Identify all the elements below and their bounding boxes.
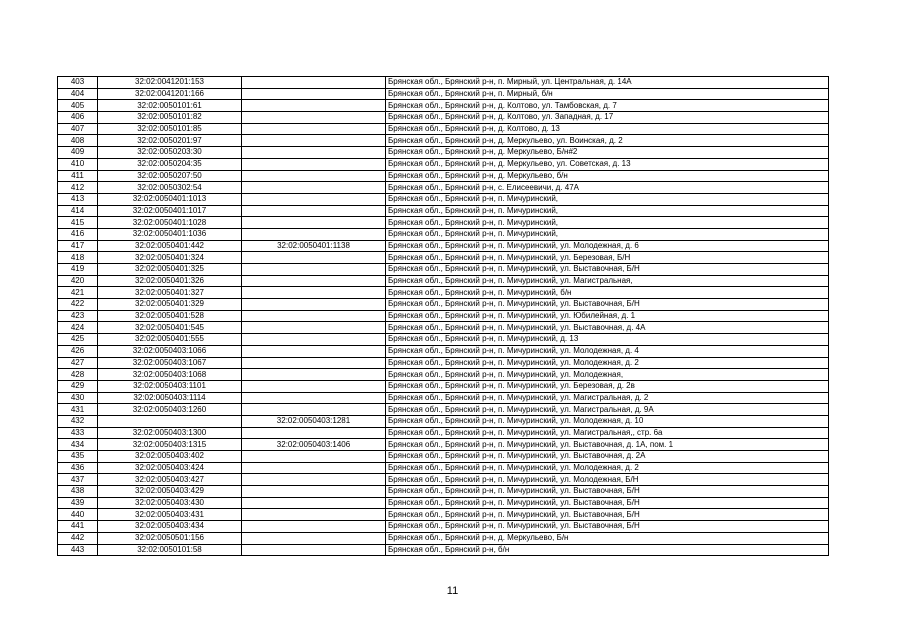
address-cell: Брянская обл., Брянский р-н, п. Мичуринский, ул. Выставочная, Б/Н: [386, 509, 829, 521]
row-number-cell: 440: [58, 509, 98, 521]
address-cell: Брянская обл., Брянский р-н, п. Мичуринский, ул. Выставочная, д. 2А: [386, 451, 829, 463]
row-number-cell: 413: [58, 193, 98, 205]
related-cadastral-number-cell: [242, 217, 386, 229]
table-row: [58, 275, 829, 287]
table-row: [58, 462, 829, 474]
related-cadastral-number-cell: [242, 88, 386, 100]
table-row: [58, 521, 829, 533]
cadastral-number-cell: 32:02:0050401:528: [98, 310, 242, 322]
table-row: [58, 88, 829, 100]
cadastral-number-cell: 32:02:0050403:424: [98, 462, 242, 474]
related-cadastral-number-cell: [242, 497, 386, 509]
related-cadastral-number-cell: [242, 544, 386, 556]
address-cell: Брянская обл., Брянский р-н, д. Меркульево, б/н: [386, 170, 829, 182]
address-cell: Брянская обл., Брянский р-н, п. Мичуринский, ул. Выставочная, Б/Н: [386, 299, 829, 311]
address-cell: Брянская обл., Брянский р-н, д. Меркульево, ул. Советская, д. 13: [386, 158, 829, 170]
address-cell: Брянская обл., Брянский р-н, п. Мичуринский, ул. Выставочная, Б/Н: [386, 486, 829, 498]
cadastral-number-cell: 32:02:0050403:1315: [98, 439, 242, 451]
table-row: [58, 334, 829, 346]
related-cadastral-number-cell: [242, 334, 386, 346]
row-number-cell: 422: [58, 299, 98, 311]
table-row: [58, 147, 829, 159]
address-cell: Брянская обл., Брянский р-н, д. Меркульево, ул. Воинская, д. 2: [386, 135, 829, 147]
table-row: [58, 205, 829, 217]
cadastral-number-cell: 32:02:0050403:1066: [98, 345, 242, 357]
page-number: 11: [446, 585, 459, 597]
address-cell: Брянская обл., Брянский р-н, п. Мичуринский, ул. Выставочная, Б/Н: [386, 521, 829, 533]
address-cell: Брянская обл., Брянский р-н, п. Мичуринский, ул. Выставочная, д. 1А, пом. 1: [386, 439, 829, 451]
table-row: [58, 170, 829, 182]
cadastral-number-cell: 32:02:0050403:429: [98, 486, 242, 498]
related-cadastral-number-cell: [242, 509, 386, 521]
row-number-cell: 432: [58, 415, 98, 427]
row-number-cell: 415: [58, 217, 98, 229]
cadastral-number-cell: 32:02:0050101:58: [98, 544, 242, 556]
row-number-cell: 427: [58, 357, 98, 369]
row-number-cell: 423: [58, 310, 98, 322]
row-number-cell: 442: [58, 532, 98, 544]
address-cell: Брянская обл., Брянский р-н, п. Мичуринский, ул. Молодежная, д. 2: [386, 462, 829, 474]
address-cell: Брянская обл., Брянский р-н, п. Мичуринский, ул. Молодежная, д. 2: [386, 357, 829, 369]
row-number-cell: 414: [58, 205, 98, 217]
row-number-cell: 443: [58, 544, 98, 556]
row-number-cell: 441: [58, 521, 98, 533]
cadastral-number-cell: 32:02:0050401:324: [98, 252, 242, 264]
related-cadastral-number-cell: [242, 252, 386, 264]
related-cadastral-number-cell: [242, 147, 386, 159]
related-cadastral-number-cell: [242, 521, 386, 533]
address-cell: Брянская обл., Брянский р-н, п. Мичуринский, ул. Молодежная, д. 10: [386, 415, 829, 427]
related-cadastral-number-cell: [242, 380, 386, 392]
cadastral-number-cell: 32:02:0050401:555: [98, 334, 242, 346]
address-cell: Брянская обл., Брянский р-н, д. Колтово, ул. Западная, д. 17: [386, 112, 829, 124]
row-number-cell: 404: [58, 88, 98, 100]
cadastral-number-cell: 32:02:0050501:156: [98, 532, 242, 544]
cadastral-number-cell: 32:02:0050401:326: [98, 275, 242, 287]
cadastral-number-cell: 32:02:0050302:54: [98, 182, 242, 194]
cadastral-number-cell: 32:02:0050401:329: [98, 299, 242, 311]
table-row: [58, 310, 829, 322]
table-row: [58, 451, 829, 463]
table-row: [58, 182, 829, 194]
address-cell: Брянская обл., Брянский р-н, п. Мичуринский, ул. Молодежная, Б/Н: [386, 474, 829, 486]
cadastral-number-cell: 32:02:0050401:325: [98, 264, 242, 276]
address-cell: Брянская обл., Брянский р-н, п. Мичуринский,: [386, 217, 829, 229]
table-row: [58, 474, 829, 486]
table-row: [58, 158, 829, 170]
row-number-cell: 411: [58, 170, 98, 182]
address-cell: Брянская обл., Брянский р-н, п. Мичуринский, ул. Магистральная, д. 2: [386, 392, 829, 404]
related-cadastral-number-cell: [242, 486, 386, 498]
cadastral-number-cell: [98, 415, 242, 427]
table-row: [58, 240, 829, 252]
related-cadastral-number-cell: [242, 228, 386, 240]
table-row: [58, 439, 829, 451]
table-row: [58, 287, 829, 299]
row-number-cell: 434: [58, 439, 98, 451]
related-cadastral-number-cell: [242, 275, 386, 287]
table-row: [58, 509, 829, 521]
cadastral-number-cell: 32:02:0050403:1068: [98, 369, 242, 381]
related-cadastral-number-cell: [242, 170, 386, 182]
related-cadastral-number-cell: [242, 369, 386, 381]
address-cell: Брянская обл., Брянский р-н, п. Мичуринский, ул. Магистральная,, стр. 6а: [386, 427, 829, 439]
row-number-cell: 403: [58, 77, 98, 89]
cadastral-number-cell: 32:02:0050101:82: [98, 112, 242, 124]
related-cadastral-number-cell: [242, 532, 386, 544]
row-number-cell: 429: [58, 380, 98, 392]
address-cell: Брянская обл., Брянский р-н, п. Мичуринский,: [386, 205, 829, 217]
cadastral-number-cell: 32:02:0050201:97: [98, 135, 242, 147]
related-cadastral-number-cell: [242, 112, 386, 124]
related-cadastral-number-cell: [242, 310, 386, 322]
table-row: [58, 404, 829, 416]
table-row: [58, 299, 829, 311]
table-row: [58, 217, 829, 229]
row-number-cell: 416: [58, 228, 98, 240]
related-cadastral-number-cell: [242, 182, 386, 194]
row-number-cell: 435: [58, 451, 98, 463]
row-number-cell: 408: [58, 135, 98, 147]
cadastral-number-cell: 32:02:0050204:35: [98, 158, 242, 170]
row-number-cell: 410: [58, 158, 98, 170]
related-cadastral-number-cell: [242, 299, 386, 311]
related-cadastral-number-cell: 32:02:0050403:1406: [242, 439, 386, 451]
cadastral-number-cell: 32:02:0041201:166: [98, 88, 242, 100]
cadastral-number-cell: 32:02:0050403:1101: [98, 380, 242, 392]
row-number-cell: 417: [58, 240, 98, 252]
address-cell: Брянская обл., Брянский р-н, п. Мичуринский, ул. Молодежная, д. 6: [386, 240, 829, 252]
address-cell: Брянская обл., Брянский р-н, п. Мичуринский, ул. Березовая, Б/Н: [386, 252, 829, 264]
related-cadastral-number-cell: [242, 451, 386, 463]
cadastral-number-cell: 32:02:0050403:1067: [98, 357, 242, 369]
table-row: [58, 112, 829, 124]
cadastral-number-cell: 32:02:0050203:30: [98, 147, 242, 159]
cadastral-number-cell: 32:02:0050401:1017: [98, 205, 242, 217]
row-number-cell: 430: [58, 392, 98, 404]
table-row: [58, 392, 829, 404]
row-number-cell: 425: [58, 334, 98, 346]
cadastral-number-cell: 32:02:0041201:153: [98, 77, 242, 89]
related-cadastral-number-cell: [242, 287, 386, 299]
related-cadastral-number-cell: [242, 205, 386, 217]
address-cell: Брянская обл., Брянский р-н, д. Колтово, д. 13: [386, 123, 829, 135]
row-number-cell: 406: [58, 112, 98, 124]
table-row: [58, 415, 829, 427]
related-cadastral-number-cell: 32:02:0050401:1138: [242, 240, 386, 252]
row-number-cell: 420: [58, 275, 98, 287]
row-number-cell: 407: [58, 123, 98, 135]
related-cadastral-number-cell: [242, 462, 386, 474]
table-row: [58, 486, 829, 498]
address-cell: Брянская обл., Брянский р-н, п. Мичуринский, ул. Магистральная,: [386, 275, 829, 287]
address-cell: Брянская обл., Брянский р-н, п. Мирный, ул. Центральная, д. 14А: [386, 77, 829, 89]
related-cadastral-number-cell: [242, 404, 386, 416]
related-cadastral-number-cell: [242, 100, 386, 112]
address-cell: Брянская обл., Брянский р-н, п. Мичуринский,: [386, 228, 829, 240]
related-cadastral-number-cell: [242, 135, 386, 147]
cadastral-number-cell: 32:02:0050403:1114: [98, 392, 242, 404]
related-cadastral-number-cell: [242, 345, 386, 357]
row-number-cell: 419: [58, 264, 98, 276]
table-row: [58, 100, 829, 112]
row-number-cell: 421: [58, 287, 98, 299]
address-cell: Брянская обл., Брянский р-н, п. Мичуринский, ул. Юбилейная, д. 1: [386, 310, 829, 322]
related-cadastral-number-cell: [242, 322, 386, 334]
table-body: [58, 77, 829, 556]
related-cadastral-number-cell: 32:02:0050403:1281: [242, 415, 386, 427]
related-cadastral-number-cell: [242, 264, 386, 276]
address-cell: Брянская обл., Брянский р-н, п. Мичуринский, ул. Выставочная, Б/Н: [386, 264, 829, 276]
row-number-cell: 418: [58, 252, 98, 264]
row-number-cell: 409: [58, 147, 98, 159]
address-cell: Брянская обл., Брянский р-н, п. Мичуринский, б/н: [386, 287, 829, 299]
cadastral-number-cell: 32:02:0050403:430: [98, 497, 242, 509]
row-number-cell: 428: [58, 369, 98, 381]
address-cell: Брянская обл., Брянский р-н, п. Мичуринский, ул. Магистральная, д. 9А: [386, 404, 829, 416]
table-row: [58, 380, 829, 392]
cadastral-number-cell: 32:02:0050101:85: [98, 123, 242, 135]
related-cadastral-number-cell: [242, 77, 386, 89]
address-cell: Брянская обл., Брянский р-н, п. Мичуринский, ул. Выставочная, Б/Н: [386, 497, 829, 509]
cadastral-number-cell: 32:02:0050401:442: [98, 240, 242, 252]
cadastral-number-cell: 32:02:0050401:1028: [98, 217, 242, 229]
cadastral-number-cell: 32:02:0050403:1300: [98, 427, 242, 439]
table-row: [58, 532, 829, 544]
table-row: [58, 322, 829, 334]
related-cadastral-number-cell: [242, 427, 386, 439]
row-number-cell: 438: [58, 486, 98, 498]
address-cell: Брянская обл., Брянский р-н, п. Мичуринский,: [386, 193, 829, 205]
address-cell: Брянская обл., Брянский р-н, п. Мичуринский, ул. Молодежная, д. 4: [386, 345, 829, 357]
address-cell: Брянская обл., Брянский р-н, с. Елисеевичи, д. 47А: [386, 182, 829, 194]
related-cadastral-number-cell: [242, 392, 386, 404]
row-number-cell: 412: [58, 182, 98, 194]
table-row: [58, 357, 829, 369]
table-row: [58, 497, 829, 509]
cadastral-number-cell: 32:02:0050101:61: [98, 100, 242, 112]
cadastral-number-cell: 32:02:0050401:545: [98, 322, 242, 334]
row-number-cell: 431: [58, 404, 98, 416]
related-cadastral-number-cell: [242, 474, 386, 486]
row-number-cell: 426: [58, 345, 98, 357]
address-cell: Брянская обл., Брянский р-н, п. Мичуринский, ул. Березовая, д. 2в: [386, 380, 829, 392]
address-cell: Брянская обл., Брянский р-н, д. Меркульево, Б/н#2: [386, 147, 829, 159]
table-row: [58, 135, 829, 147]
row-number-cell: 424: [58, 322, 98, 334]
address-cell: Брянская обл., Брянский р-н, п. Мичуринский, д. 13: [386, 334, 829, 346]
row-number-cell: 437: [58, 474, 98, 486]
cadastral-number-cell: 32:02:0050403:1260: [98, 404, 242, 416]
cadastral-number-cell: 32:02:0050207:50: [98, 170, 242, 182]
table-row: [58, 427, 829, 439]
row-number-cell: 405: [58, 100, 98, 112]
related-cadastral-number-cell: [242, 193, 386, 205]
address-cell: Брянская обл., Брянский р-н, п. Мичуринский, ул. Молодежная,: [386, 369, 829, 381]
table-row: [58, 264, 829, 276]
table-row: [58, 345, 829, 357]
address-cell: Брянская обл., Брянский р-н, п. Мирный, б/н: [386, 88, 829, 100]
cadastral-number-cell: 32:02:0050401:1036: [98, 228, 242, 240]
table-row: [58, 123, 829, 135]
related-cadastral-number-cell: [242, 158, 386, 170]
table-row: [58, 252, 829, 264]
row-number-cell: 436: [58, 462, 98, 474]
related-cadastral-number-cell: [242, 123, 386, 135]
address-cell: Брянская обл., Брянский р-н, д. Меркульево, Б/н: [386, 532, 829, 544]
cadastral-number-cell: 32:02:0050403:402: [98, 451, 242, 463]
table-row: [58, 193, 829, 205]
property-table: [57, 76, 829, 556]
cadastral-number-cell: 32:02:0050401:327: [98, 287, 242, 299]
row-number-cell: 439: [58, 497, 98, 509]
cadastral-number-cell: 32:02:0050403:427: [98, 474, 242, 486]
address-cell: Брянская обл., Брянский р-н, д. Колтово, ул. Тамбовская, д. 7: [386, 100, 829, 112]
cadastral-number-cell: 32:02:0050401:1013: [98, 193, 242, 205]
table-row: [58, 544, 829, 556]
address-cell: Брянская обл., Брянский р-н, б/н: [386, 544, 829, 556]
row-number-cell: 433: [58, 427, 98, 439]
related-cadastral-number-cell: [242, 357, 386, 369]
cadastral-number-cell: 32:02:0050403:431: [98, 509, 242, 521]
table-row: [58, 369, 829, 381]
table-row: [58, 77, 829, 89]
address-cell: Брянская обл., Брянский р-н, п. Мичуринский, ул. Выставочная, д. 4А: [386, 322, 829, 334]
cadastral-number-cell: 32:02:0050403:434: [98, 521, 242, 533]
table-row: [58, 228, 829, 240]
